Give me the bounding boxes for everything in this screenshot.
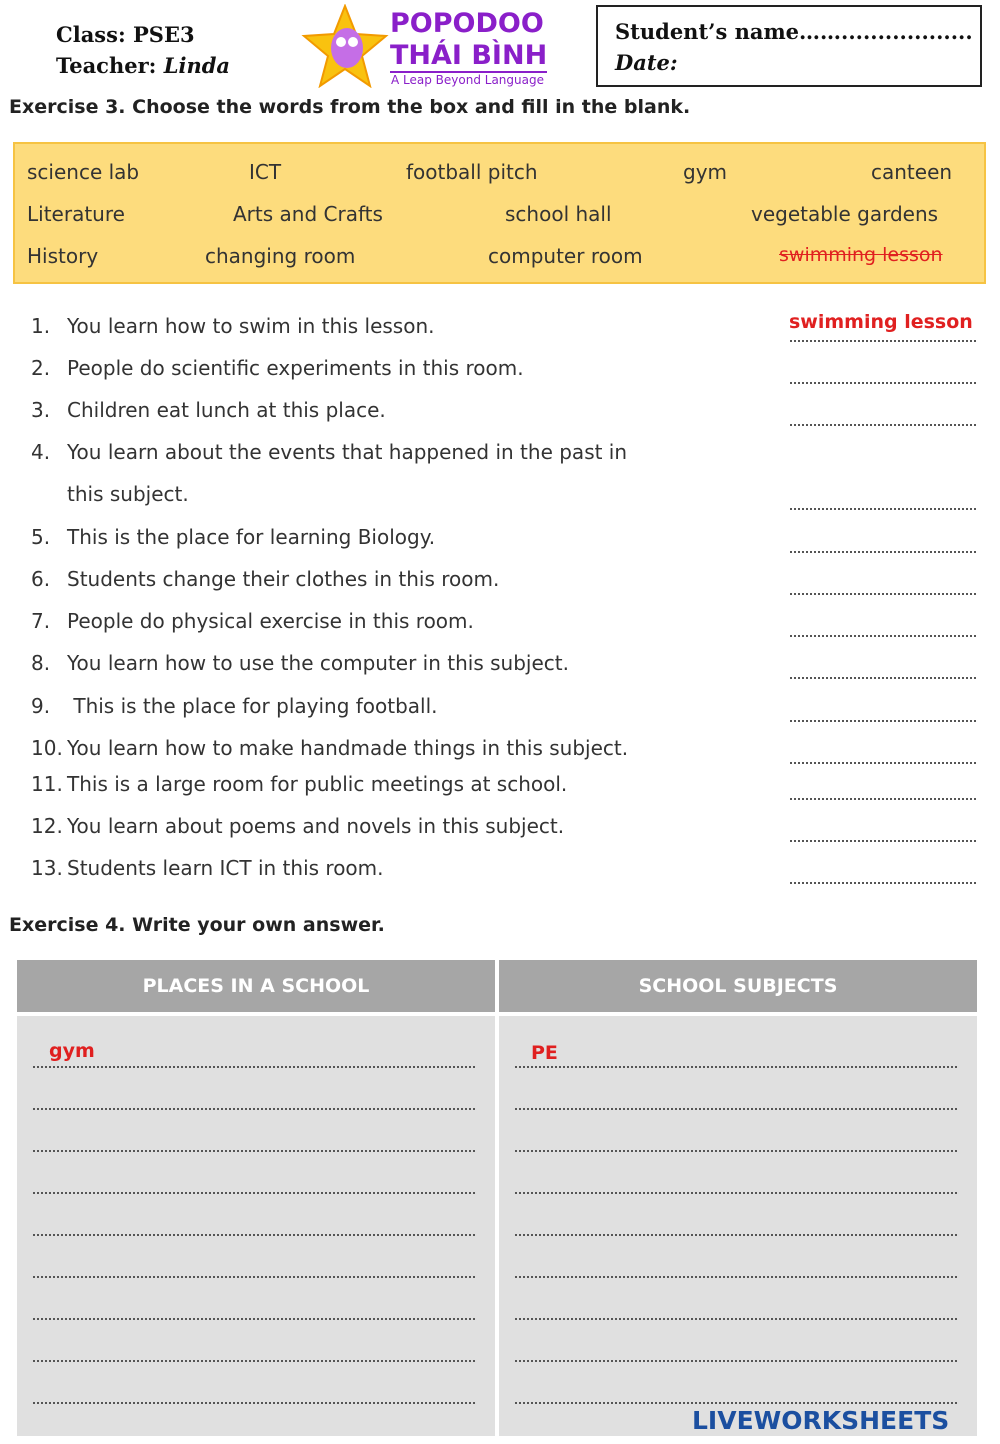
student-info-box [596, 5, 982, 87]
answer-blank[interactable] [790, 340, 976, 342]
answer-line[interactable] [515, 1360, 957, 1362]
answer-line[interactable] [515, 1150, 957, 1152]
logo-line2: THÁI BÌNH [390, 40, 548, 71]
word: History [27, 244, 99, 268]
logo-line1: POPODOO [390, 8, 544, 39]
question-item [31, 651, 569, 675]
word: football pitch [406, 160, 538, 184]
answer-line[interactable] [515, 1318, 957, 1320]
question-number: 4. [31, 440, 51, 464]
word: Arts and Crafts [233, 202, 383, 226]
question-number: 6. [31, 567, 51, 591]
answer-line[interactable] [33, 1108, 475, 1110]
answer-line[interactable] [515, 1066, 957, 1068]
answer-blank[interactable] [790, 762, 976, 764]
question-item [31, 814, 564, 838]
word: ICT [249, 160, 282, 184]
answer-blank[interactable] [790, 635, 976, 637]
answer-line[interactable] [33, 1234, 475, 1236]
answer-line[interactable] [33, 1066, 475, 1068]
student-name-field[interactable]: Student’s name…….................. [615, 19, 973, 44]
answer-blank[interactable] [790, 882, 976, 884]
question-text: Children eat lunch at this place. [67, 398, 386, 422]
question-text: This is a large room for public meetings at school. [67, 772, 568, 796]
question-text: This is the place for playing football. [67, 694, 438, 718]
word: changing room [205, 244, 356, 268]
answer-blank[interactable] [790, 424, 976, 426]
answer-line[interactable] [515, 1276, 957, 1278]
answer-line[interactable] [33, 1318, 475, 1320]
liveworksheets-watermark: LIVEWORKSHEETS [692, 1406, 950, 1435]
question-number: 8. [31, 651, 51, 675]
question-number: 2. [31, 356, 51, 380]
answer-text: swimming lesson [789, 311, 973, 333]
subjects-column [499, 1016, 977, 1436]
word: computer room [488, 244, 643, 268]
word-used: swimming lesson [779, 244, 943, 266]
answer-line[interactable] [515, 1402, 957, 1404]
question-item [31, 440, 627, 464]
question-number: 11. [31, 772, 63, 796]
answer-blank[interactable] [790, 677, 976, 679]
star-mascot-logo-icon [300, 4, 390, 88]
teacher-name: Linda [163, 53, 231, 78]
logo-tagline: A Leap Beyond Language [391, 73, 544, 87]
teacher-prefix: Teacher: [56, 53, 164, 78]
answer-blank[interactable] [790, 551, 976, 553]
answer-blank[interactable] [790, 840, 976, 842]
word: science lab [27, 160, 140, 184]
question-item [31, 356, 524, 380]
answer-table [17, 960, 977, 1436]
question-item [31, 525, 435, 549]
answer-blank[interactable] [790, 508, 976, 510]
question-text: You learn how to swim in this lesson. [67, 314, 435, 338]
question-item [31, 398, 386, 422]
word: school hall [505, 202, 612, 226]
exercise4-title: Exercise 4. Write your own answer. [9, 914, 385, 936]
question-item [31, 567, 499, 591]
word: canteen [871, 160, 953, 184]
word: vegetable gardens [751, 202, 939, 226]
date-field[interactable]: Date: [615, 50, 678, 75]
question-text-continued: this subject. [67, 482, 189, 506]
places-answer: gym [49, 1040, 95, 1062]
question-text: Students change their clothes in this room. [67, 567, 500, 591]
answer-line[interactable] [33, 1150, 475, 1152]
answer-blank[interactable] [790, 798, 976, 800]
question-text: People do physical exercise in this room. [67, 609, 474, 633]
question-item [31, 856, 384, 880]
answer-line[interactable] [33, 1276, 475, 1278]
question-item [31, 772, 567, 796]
question-number: 9. [31, 694, 51, 718]
answer-blank[interactable] [790, 720, 976, 722]
question-item [31, 736, 628, 760]
answer-line[interactable] [33, 1402, 475, 1404]
word: gym [683, 160, 728, 184]
question-number: 12. [31, 814, 63, 838]
column-header-places: PLACES IN A SCHOOL [17, 960, 495, 1012]
question-number: 5. [31, 525, 51, 549]
question-number: 3. [31, 398, 51, 422]
answer-line[interactable] [515, 1234, 957, 1236]
question-text: This is the place for learning Biology. [67, 525, 436, 549]
question-text: Students learn ICT in this room. [67, 856, 384, 880]
word: Literature [27, 202, 125, 226]
question-number: 7. [31, 609, 51, 633]
column-header-subjects: SCHOOL SUBJECTS [499, 960, 977, 1012]
answer-line[interactable] [515, 1108, 957, 1110]
question-item [31, 694, 438, 718]
answer-line[interactable] [33, 1192, 475, 1194]
answer-blank[interactable] [790, 382, 976, 384]
places-column [17, 1016, 495, 1436]
subjects-answer: PE [531, 1042, 558, 1064]
question-number: 10. [31, 736, 63, 760]
question-number: 13. [31, 856, 63, 880]
word-box [13, 142, 986, 284]
answer-line[interactable] [515, 1192, 957, 1194]
teacher-label [56, 53, 230, 78]
question-text: You learn how to use the computer in this subject. [67, 651, 569, 675]
answer-line[interactable] [33, 1360, 475, 1362]
question-text: People do scientific experiments in this room. [67, 356, 524, 380]
question-text: You learn how to make handmade things in this subject. [67, 736, 629, 760]
class-label: Class: PSE3 [56, 22, 195, 47]
question-text: You learn about poems and novels in this subject. [67, 814, 565, 838]
question-text: You learn about the events that happened in the past in [67, 440, 628, 464]
question-number: 1. [31, 314, 51, 338]
question-item [31, 609, 474, 633]
question-item [31, 314, 435, 338]
exercise3-title: Exercise 3. Choose the words from the box and fill in the blank. [9, 96, 691, 118]
answer-blank[interactable] [790, 593, 976, 595]
